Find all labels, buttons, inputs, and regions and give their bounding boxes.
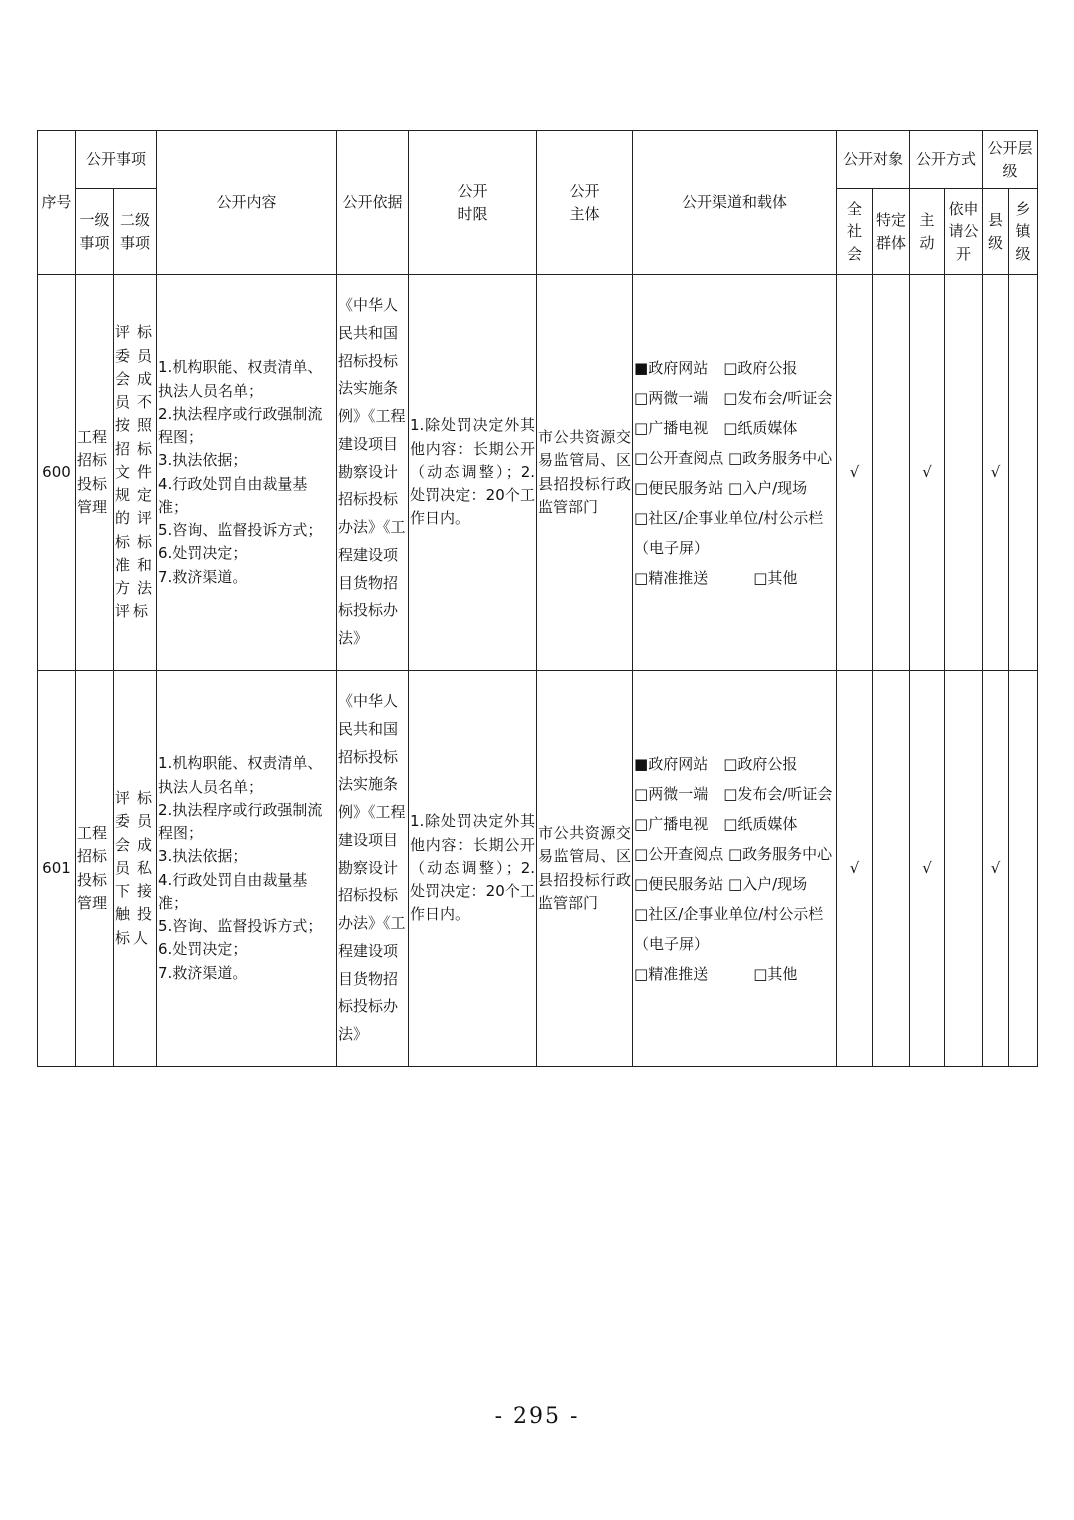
row-channels <box>633 671 837 1067</box>
channel-item: □两微一端 □发布会/听证会 <box>634 784 833 803</box>
row-content <box>157 671 337 1067</box>
channel-item: □便民服务站 □入户/现场 <box>634 874 808 893</box>
row-level2: 评标委员会成员私下接触投标人 <box>114 671 157 1067</box>
row-active-check: √ <box>910 671 945 1067</box>
header-channel: 公开渠道和载体 <box>633 131 837 275</box>
header-target-all <box>837 189 873 275</box>
header-level1: 一级事项 <box>76 189 114 275</box>
header-level2: 二级事项 <box>114 189 157 275</box>
channel-item: □广播电视 □纸质媒体 <box>634 814 798 833</box>
row-active-check: √ <box>910 275 945 671</box>
content-item: 2.执法程序或行政强制流程图； <box>158 404 323 446</box>
content-item: 4.行政处罚自由裁量基准； <box>158 870 308 912</box>
row-level2: 评标委员会成员不按照招标文件规定的评标标准和方法评标 <box>114 275 157 671</box>
header-level-group: 公开层级 <box>983 131 1038 189</box>
row-subject: 市公共资源交易监管局、区县招投标行政监管部门 <box>537 275 633 671</box>
header-target-group: 公开对象 <box>837 131 910 189</box>
row-county-check: √ <box>983 275 1009 671</box>
header-target-specific: 特定群体 <box>873 189 910 275</box>
row-level1: 工程招标投标管理 <box>76 671 114 1067</box>
content-item: 6.处罚决定； <box>158 940 248 959</box>
channel-item: □社区/企事业单位/村公示栏（电子屏） <box>634 904 824 953</box>
header-level-town: 乡镇级 <box>1009 189 1038 275</box>
header-subject-text: 公开主体 <box>569 182 600 223</box>
row-level1: 工程招标投标管理 <box>76 275 114 671</box>
content-item: 5.咨询、监督投诉方式； <box>158 521 323 539</box>
header-time-limit <box>409 131 537 275</box>
row-channels <box>633 275 837 671</box>
row-all-society-check: √ <box>837 275 873 671</box>
content-item: 7.救济渠道。 <box>158 567 248 586</box>
row-time-limit: 1.除处罚决定外其他内容：长期公开（动态调整）；2.处罚决定：20个工作日内。 <box>409 275 537 671</box>
page-number: - 295 - <box>494 1404 580 1429</box>
content-item: 3.执法依据； <box>158 847 248 866</box>
header-method-group: 公开方式 <box>910 131 983 189</box>
row-on-request-check <box>945 275 983 671</box>
row-town-check <box>1009 275 1038 671</box>
channel-item: □两微一端 □发布会/听证会 <box>634 388 833 407</box>
content-item: 4.行政处罚自由裁量基准； <box>158 474 308 516</box>
disclosure-table <box>37 130 1038 1067</box>
row-specific-check <box>873 671 910 1067</box>
row-content <box>157 275 337 671</box>
header-seq: 序号 <box>38 131 76 275</box>
content-item: 5.咨询、监督投诉方式； <box>158 917 323 935</box>
row-town-check <box>1009 671 1038 1067</box>
row-basis: 《中华人民共和国招标投标法实施条例》《工程建设项目勘察设计招标投标办法》《工程建设项目货物招标投标办法》 <box>337 671 409 1067</box>
channel-item: ■政府网站 □政府公报 <box>634 358 798 377</box>
channel-item: □社区/企事业单位/村公示栏（电子屏） <box>634 508 824 557</box>
header-level-county: 县级 <box>983 189 1009 275</box>
table-row <box>38 671 1038 1067</box>
channel-item: □便民服务站 □入户/现场 <box>634 478 808 497</box>
channel-item: □广播电视 □纸质媒体 <box>634 418 798 437</box>
row-basis: 《中华人民共和国招标投标法实施条例》《工程建设项目勘察设计招标投标办法》《工程建设项目货物招标投标办法》 <box>337 275 409 671</box>
channel-item: ■政府网站 □政府公报 <box>634 754 798 773</box>
content-item: 6.处罚决定； <box>158 544 248 563</box>
content-item: 1.机构职能、权责清单、执法人员名单； <box>158 358 323 400</box>
header-row-1 <box>38 131 1038 189</box>
header-basis: 公开依据 <box>337 131 409 275</box>
channel-item: □公开查阅点 □政务服务中心 <box>634 448 833 467</box>
row-time-limit: 1.除处罚决定外其他内容：长期公开（动态调整）；2.处罚决定：20个工作日内。 <box>409 671 537 1067</box>
content-item: 3.执法依据； <box>158 451 248 470</box>
table-row <box>38 275 1038 671</box>
row-subject: 市公共资源交易监管局、区县招投标行政监管部门 <box>537 671 633 1067</box>
row-county-check: √ <box>983 671 1009 1067</box>
channel-item: □精准推送 □其他 <box>634 568 798 587</box>
header-method-active <box>910 189 945 275</box>
row-all-society-check: √ <box>837 671 873 1067</box>
content-item: 2.执法程序或行政强制流程图； <box>158 800 323 842</box>
header-subject <box>537 131 633 275</box>
channel-item: □精准推送 □其他 <box>634 964 798 983</box>
row-seq: 600 <box>38 275 76 671</box>
header-time-limit-text: 公开时限 <box>457 182 488 223</box>
content-item: 7.救济渠道。 <box>158 963 248 982</box>
row-seq: 601 <box>38 671 76 1067</box>
header-content: 公开内容 <box>157 131 337 275</box>
row-on-request-check <box>945 671 983 1067</box>
header-method-request: 依申请公开 <box>945 189 983 275</box>
header-target-all-text: 全社会 <box>847 199 863 263</box>
header-method-active-text: 主动 <box>919 211 935 252</box>
row-specific-check <box>873 275 910 671</box>
content-item: 1.机构职能、权责清单、执法人员名单； <box>158 754 323 796</box>
channel-item: □公开查阅点 □政务服务中心 <box>634 844 833 863</box>
header-items-group: 公开事项 <box>76 131 157 189</box>
